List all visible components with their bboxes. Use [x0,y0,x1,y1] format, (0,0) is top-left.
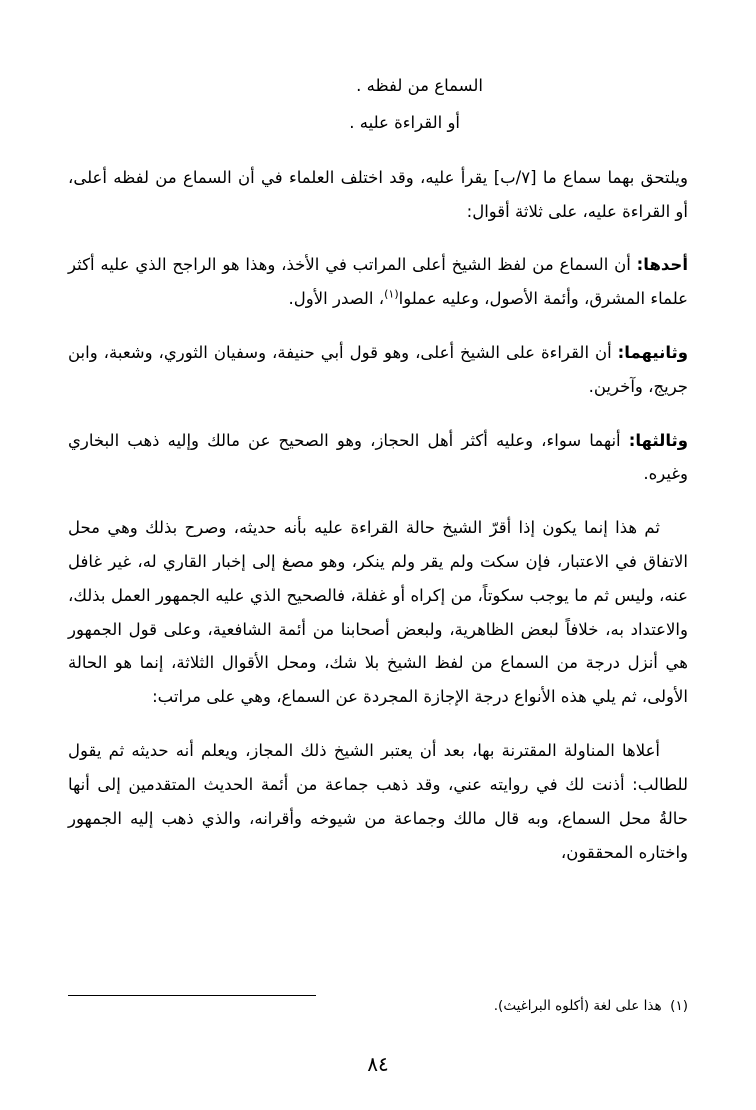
paragraph-6 [68,734,688,869]
footnote-marker-inline: (١) [384,287,399,301]
paragraph-4-lead: وثالثها: [628,430,688,450]
paragraph-3-text: أن القراءة على الشيخ أعلى، وهو قول أبي حنيفة، وسفيان الثوري، وشعبة، وابن جريج، وآخرين. [68,342,688,396]
paragraph-5 [68,511,688,714]
page-number: ٨٤ [367,1052,389,1076]
paragraph-1-text: ويلتحق بهما سماع ما [٧/ب] يقرأ عليه، وقد اختلف العلماء في أن السماع من لفظه أعلى، أو القراءة عليه، على ثلاثة أقوال: [68,167,688,221]
paragraph-4-text: أنهما سواء، وعليه أكثر أهل الحجاز، وهو الصحيح عن مالك وإليه ذهب البخاري وغيره. [68,430,688,484]
paragraph-2-lead: أحدها: [636,255,688,275]
paragraph-1 [68,161,688,229]
footnote-divider [68,995,316,997]
heading-line-1: السماع من لفظه . [356,76,483,95]
footnote-area [68,995,688,1018]
paragraph-5-text: ثم هذا إنما يكون إذا أقرّ الشيخ حالة القراءة عليه بأنه حديثه، وصرح بذلك وهي محل الاتفاق في الاعتبار، فإن سكت ولم يقر ولم ينكر، وهو مصغ إلى إخبار القاري له، غير غافل عنه، وليس ثم ما يوجب سكوتاً، من إكراه أو غفلة، فالصحيح الذي عليه الجمهور العمل بذلك، والاعتداد به، خلافاً لبعض الظاهرية، ولبعض أصحابنا من أئمة الشافعية، وعلى قول الجمهور هي أنزل درجة من السماع من لفظ الشيخ بلا شك، ومحل الأقوال الثلاثة، إنما هو الحالة الأولى، ثم يلي هذه الأنواع درجة الإجازة المجردة عن السماع، وهي على مراتب: [68,518,688,707]
paragraph-6-text: أعلاها المناولة المقترنة بها، بعد أن يعتبر الشيخ ذلك المجاز، ويعلم أنه حديثه ثم يقول للطالب: أذنت لك في روايته عني، وقد ذهب جماعة من أئمة الحديث المتقدمين إلى أنها حالةُ محل السماع، وبه قال مالك وجماعة من شيوخه وأقرانه، والذي ذهب إليه الجمهور واختاره المحققون، [68,741,688,862]
footnote-body: هذا على لغة (أكلوه البراغيث). [493,998,662,1015]
paragraph-3-lead: وثانيهما: [617,342,688,362]
paragraph-4 [68,424,688,492]
paragraph-2-tail: ، الصدر الأول. [288,289,385,309]
page-content [68,70,688,889]
paragraph-2-text: أن السماع من لفظ الشيخ أعلى المراتب في الأخذ، وهذا هو الراجح الذي عليه أكثر علماء المشرق، وأئمة الأصول، وعليه عملوا [68,255,688,309]
footnote-number: (١) [670,998,688,1015]
paragraph-2 [68,248,688,316]
heading-line-2: أو القراءة عليه . [349,113,460,133]
footnote-line [68,996,688,1018]
paragraph-3 [68,336,688,404]
